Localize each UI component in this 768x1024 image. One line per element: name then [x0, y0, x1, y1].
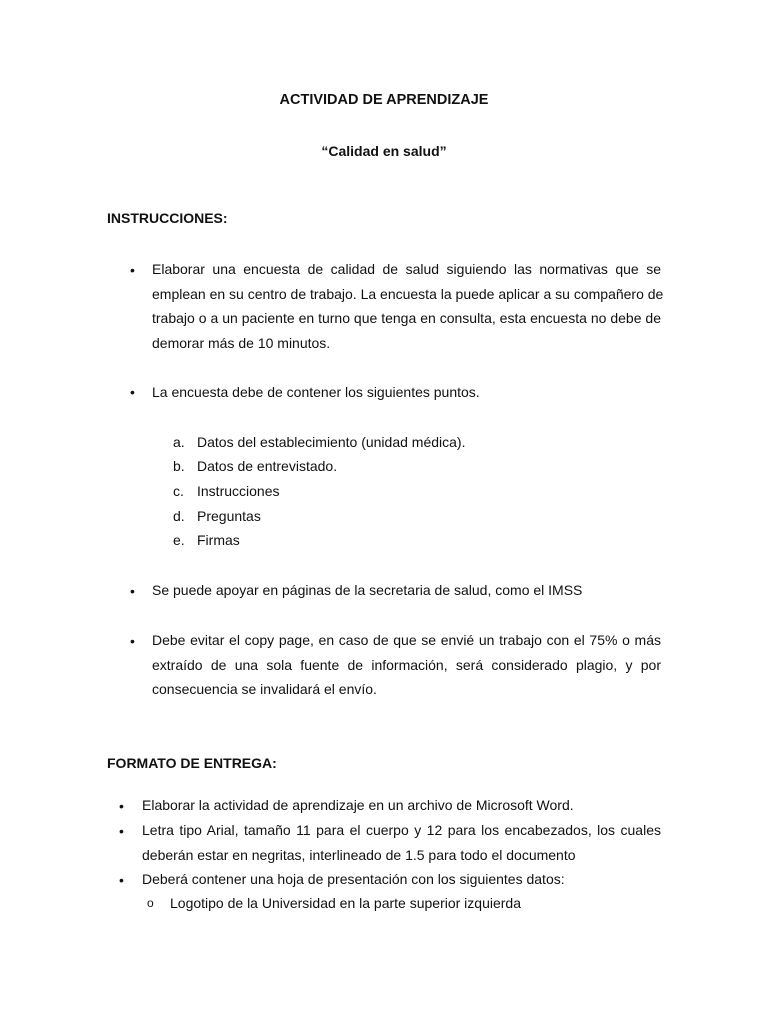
bullet-marker: •	[130, 384, 135, 400]
document-subtitle: “Calidad en salud”	[321, 143, 447, 159]
sub-item-text: Preguntas	[197, 508, 261, 524]
document-title: ACTIVIDAD DE APRENDIZAJE	[279, 92, 489, 108]
instruction-item-1-line: Elaborar una encuesta de calidad de salud siguiendo las normativas que se	[152, 261, 661, 277]
sub-item-text: Datos de entrevistado.	[197, 458, 338, 474]
instruction-item-1-line: trabajo o a un paciente en turno que tenga en consulta, esta encuesta no debe de	[152, 310, 661, 326]
formato-heading: FORMATO DE ENTREGA:	[107, 755, 277, 771]
sub-item-marker: b.	[173, 458, 185, 474]
circle-marker: o	[147, 896, 154, 910]
formato-item-2-line: deberán estar en negritas, interlineado de 1.5 para todo el documento	[142, 846, 576, 863]
sub-item-marker: e.	[173, 532, 185, 548]
sub-item-marker: d.	[173, 508, 185, 524]
instruction-item-4	[152, 628, 661, 702]
instruction-item-1	[152, 257, 664, 355]
sub-item-marker: c.	[173, 483, 184, 499]
instruction-item-3	[152, 578, 661, 603]
sub-item-text: Firmas	[197, 532, 240, 548]
bullet-marker: •	[119, 823, 124, 839]
instruction-item-3-line: Se puede apoyar en páginas de la secretaria de salud, como el IMSS	[152, 582, 583, 598]
formato-item-3-line: Deberá contener una hoja de presentación con los siguientes datos:	[142, 871, 565, 887]
formato-item-1	[142, 793, 661, 818]
instruction-item-1-line: emplean en su centro de trabajo. La encuesta la puede aplicar a su compañero de	[152, 285, 664, 302]
formato-item-1-line: Elaborar la actividad de aprendizaje en un archivo de Microsoft Word.	[142, 797, 574, 813]
instrucciones-heading: INSTRUCCIONES:	[107, 210, 228, 226]
formato-item-2	[142, 818, 661, 867]
sub-item-text: Instrucciones	[197, 483, 280, 499]
bullet-marker: •	[119, 872, 124, 888]
bullet-marker: •	[130, 583, 135, 599]
formato-item-2-line: Letra tipo Arial, tamaño 11 para el cuerpo y 12 para los encabezados, los cuales	[142, 822, 661, 838]
instruction-item-4-line: extraído de una sola fuente de información, será considerado plagio, y por	[152, 656, 661, 673]
sub-item-marker: a.	[173, 434, 185, 450]
instruction-item-2	[152, 380, 661, 405]
formato-sub-item: Logotipo de la Universidad en la parte superior izquierda	[170, 895, 521, 911]
instruction-item-4-line: consecuencia se invalidará el envío.	[152, 681, 377, 697]
instruction-item-4-line: Debe evitar el copy page, en caso de que se envié un trabajo con el 75% o más	[152, 632, 661, 648]
bullet-marker: •	[130, 633, 135, 649]
instruction-item-2-line: La encuesta debe de contener los siguientes puntos.	[152, 384, 480, 400]
bullet-marker: •	[130, 262, 135, 278]
formato-item-3	[142, 867, 661, 892]
instruction-item-1-line: demorar más de 10 minutos.	[152, 334, 331, 351]
sub-item-text: Datos del establecimiento (unidad médica).	[197, 434, 466, 450]
bullet-marker: •	[119, 798, 124, 814]
